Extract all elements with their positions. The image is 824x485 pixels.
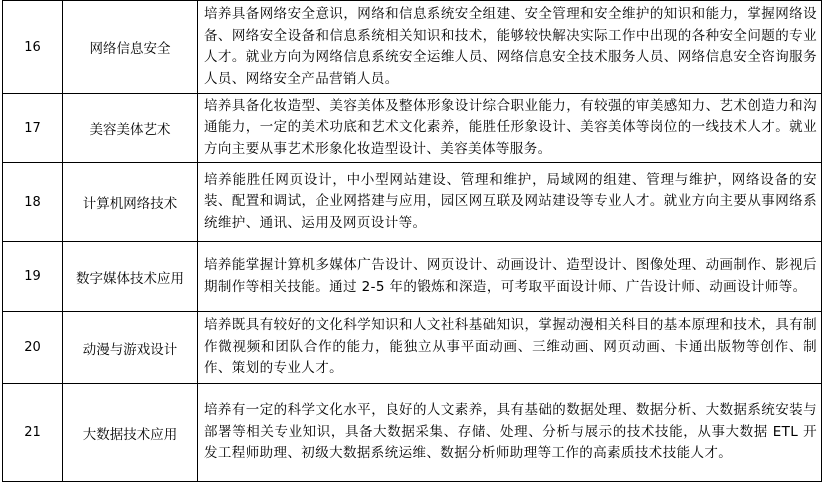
row-number: 20 bbox=[3, 312, 63, 384]
major-name: 网络信息安全 bbox=[63, 1, 198, 94]
major-description: 培养具备网络安全意识，网络和信息系统安全组建、安全管理和安全维护的知识和能力，掌握网络设备、网络安全设备和信息系统相关知识和技术，能够较快解决实际工作中出现的各种安全问题的专业人才。就业方向为网络信息系统安全运维人员、网络信息安全技术服务人员、网络信息安全咨询服务人员、网络安全产品营销人员。 bbox=[198, 1, 822, 94]
major-description: 培养有一定的科学文化水平，良好的人文素养，具有基础的数据处理、数据分析、大数据系统安装与部署等相关专业知识，具备大数据采集、存储、处理、分析与展示的技术技能，从事大数据 ETL 开发工程师助理、初级大数据系统运维、数据分析师助理等工作的高素质技术技能人才。 bbox=[198, 384, 822, 482]
major-name: 美容美体艺术 bbox=[63, 94, 198, 163]
major-name: 数字媒体技术应用 bbox=[63, 242, 198, 312]
row-number: 17 bbox=[3, 94, 63, 163]
major-name: 动漫与游戏设计 bbox=[63, 312, 198, 384]
table-row bbox=[3, 242, 822, 312]
major-name: 大数据技术应用 bbox=[63, 384, 198, 482]
majors-table bbox=[2, 0, 822, 482]
row-number: 21 bbox=[3, 384, 63, 482]
major-description: 培养能胜任网页设计，中小型网站建设、管理和维护，局域网的组建、管理与维护，网络设备的安装、配置和调试，企业网搭建与应用，园区网互联及网站建设等专业人才。就业方向主要从事网络系统维护、通讯、运用及网页设计等。 bbox=[198, 163, 822, 242]
table-row bbox=[3, 94, 822, 163]
table-row bbox=[3, 384, 822, 482]
major-description: 培养既具有较好的文化科学知识和人文社科基础知识，掌握动漫相关科目的基本原理和技术，具有制作微视频和团队合作的能力，能独立从事平面动画、三维动画、网页动画、卡通出版物等创作、制作、策划的专业人才。 bbox=[198, 312, 822, 384]
row-number: 16 bbox=[3, 1, 63, 94]
table-row bbox=[3, 1, 822, 94]
row-number: 19 bbox=[3, 242, 63, 312]
table-row bbox=[3, 312, 822, 384]
major-name: 计算机网络技术 bbox=[63, 163, 198, 242]
table-row bbox=[3, 163, 822, 242]
major-description: 培养能掌握计算机多媒体广告设计、网页设计、动画设计、造型设计、图像处理、动画制作、影视后期制作等相关技能。通过 2-5 年的锻炼和深造，可考取平面设计师、广告设计师、动画设计师等。 bbox=[198, 242, 822, 312]
major-description: 培养具备化妆造型、美容美体及整体形象设计综合职业能力，有较强的审美感知力、艺术创造力和沟通能力，一定的美术功底和艺术文化素养，能胜任形象设计、美容美体等岗位的一线技术人才。就业方向主要从事艺术形象化妆造型设计、美容美体等服务。 bbox=[198, 94, 822, 163]
row-number: 18 bbox=[3, 163, 63, 242]
